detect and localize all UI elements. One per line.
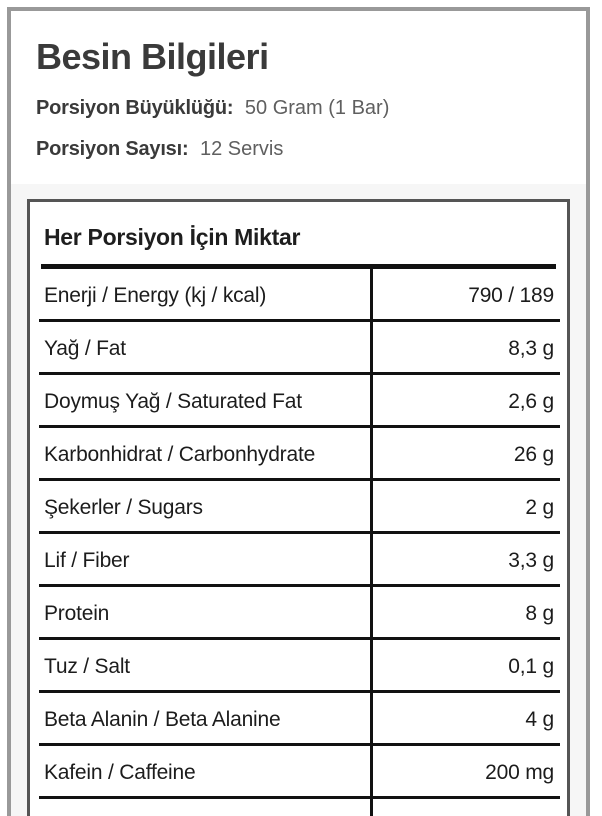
table-row bbox=[30, 587, 567, 640]
row-label: Şekerler / Sugars bbox=[44, 495, 203, 519]
row-value: 3,3 g bbox=[508, 548, 554, 572]
row-label: Yağ / Fat bbox=[44, 336, 126, 360]
row-label: Kafein / Caffeine bbox=[44, 760, 196, 784]
row-value: 2 g bbox=[525, 495, 554, 519]
table-row bbox=[30, 640, 567, 693]
row-label: Tuz / Salt bbox=[44, 654, 130, 678]
table-row bbox=[30, 746, 567, 799]
row-value: 2,6 g bbox=[508, 389, 554, 413]
serving-size-value: 50 Gram (1 Bar) bbox=[244, 97, 390, 119]
servings-count-label: Porsiyon Sayısı: bbox=[36, 138, 189, 160]
row-value: 4 g bbox=[525, 707, 554, 731]
row-label: Protein bbox=[44, 601, 110, 625]
row-label: Beta Alanin / Beta Alanine bbox=[44, 707, 281, 731]
row-label: Doymuş Yağ / Saturated Fat bbox=[44, 389, 302, 413]
page-title: Besin Bilgileri bbox=[36, 36, 269, 77]
row-value: 200 mg bbox=[485, 760, 554, 784]
table-row bbox=[30, 693, 567, 746]
table-row bbox=[30, 269, 567, 322]
row-value: 8,3 g bbox=[508, 336, 554, 360]
servings-count-line bbox=[36, 137, 561, 161]
nutrition-table-section bbox=[11, 184, 586, 816]
row-label: Enerji / Energy (kj / kcal) bbox=[44, 283, 267, 307]
serving-size-label: Porsiyon Büyüklüğü: bbox=[36, 97, 234, 119]
nutrition-header bbox=[11, 11, 586, 184]
column-divider bbox=[370, 269, 373, 816]
serving-size-line bbox=[36, 96, 561, 120]
row-value: 26 g bbox=[513, 442, 554, 466]
nutrition-facts-card bbox=[7, 7, 590, 816]
table-row bbox=[30, 534, 567, 587]
row-label: Karbonhidrat / Carbonhydrate bbox=[44, 442, 316, 466]
nutrition-table bbox=[27, 199, 570, 816]
row-value: 8 g bbox=[525, 601, 554, 625]
table-row bbox=[30, 428, 567, 481]
servings-count-value: 12 Servis bbox=[199, 138, 284, 160]
table-row bbox=[30, 322, 567, 375]
table-header: Her Porsiyon İçin Miktar bbox=[44, 224, 301, 250]
row-value: 790 / 189 bbox=[468, 283, 554, 307]
table-row bbox=[30, 481, 567, 534]
row-value: 0,1 g bbox=[508, 654, 554, 678]
row-label: Lif / Fiber bbox=[44, 548, 130, 572]
table-row bbox=[30, 375, 567, 428]
table-rows bbox=[30, 269, 567, 816]
